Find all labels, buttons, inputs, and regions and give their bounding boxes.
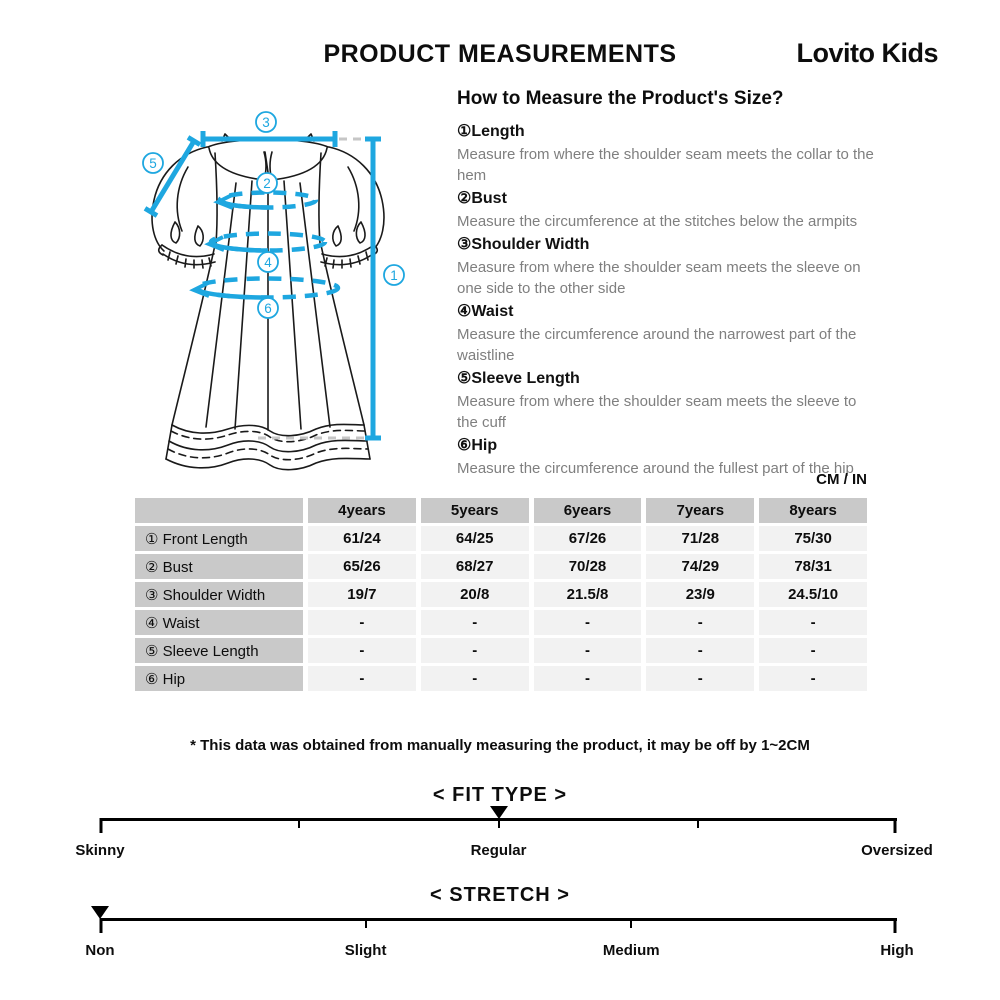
brand-logo: Lovito Kids — [796, 38, 938, 68]
measurement-value: - — [759, 666, 867, 691]
measurement-value: - — [421, 666, 529, 691]
measurement-value: - — [646, 610, 754, 635]
scale-line — [100, 918, 897, 921]
scale-tick — [697, 818, 699, 828]
measurement-value: - — [759, 638, 867, 663]
item-number: ④ — [457, 303, 472, 320]
item-number: ① — [457, 123, 472, 140]
item-description: Measure the circumference at the stitches below the armpits — [457, 213, 858, 230]
size-column-header: 8years — [759, 498, 867, 523]
stretch-option-high: High — [880, 942, 914, 959]
measurement-value: 20/8 — [421, 582, 529, 607]
item-label: Hip — [471, 437, 498, 454]
measurement-disclaimer: * This data was obtained from manually measuring the product, it may be off by 1~2CM — [190, 737, 810, 754]
fit-type-marker — [490, 806, 508, 819]
measurement-value: - — [308, 610, 416, 635]
measure-item — [457, 300, 881, 366]
corner-cell — [135, 498, 303, 523]
measurement-value: - — [308, 638, 416, 663]
item-description: Measure the circumference around the narrowest part of the waistline — [457, 326, 857, 364]
table-row — [135, 638, 867, 663]
stretch-labels — [85, 942, 914, 962]
measurement-value: 24.5/10 — [759, 582, 867, 607]
measurement-value: 74/29 — [646, 554, 754, 579]
units-label: CM / IN — [816, 471, 867, 488]
measurement-value: - — [534, 638, 642, 663]
measure-item — [457, 367, 881, 433]
dress-measurement-diagram — [118, 95, 420, 477]
row-label: ⑥ Hip — [135, 666, 303, 691]
page-title: PRODUCT MEASUREMENTS — [323, 40, 677, 68]
stretch-option-medium: Medium — [602, 942, 660, 959]
scale-tick — [100, 918, 103, 933]
size-column-header: 7years — [646, 498, 754, 523]
measurement-value: 71/28 — [646, 526, 754, 551]
item-label: Length — [471, 123, 525, 140]
row-label: ④ Waist — [135, 610, 303, 635]
measurement-value: 67/26 — [534, 526, 642, 551]
measure-item — [457, 120, 881, 186]
measurement-value: 70/28 — [534, 554, 642, 579]
measurement-value: 64/25 — [421, 526, 529, 551]
size-table-header-row — [135, 498, 867, 523]
stretch-option-slight: Slight — [344, 942, 387, 959]
item-description: Measure from where the shoulder seam meets the sleeve on one side to the other side — [457, 259, 861, 297]
measurement-value: 19/7 — [308, 582, 416, 607]
measurement-value: 21.5/8 — [534, 582, 642, 607]
fit-option-skinny: Skinny — [75, 842, 125, 859]
size-column-header: 5years — [421, 498, 529, 523]
item-number: ⑥ — [457, 437, 472, 454]
table-row — [135, 554, 867, 579]
callout-2: 2 — [263, 176, 271, 191]
callout-1: 1 — [390, 268, 398, 283]
stretch-option-non: Non — [85, 942, 115, 959]
item-number: ⑤ — [457, 370, 472, 387]
scale-tick — [894, 818, 897, 833]
measurement-value: - — [534, 610, 642, 635]
item-label: Bust — [471, 190, 507, 207]
measurement-value: - — [534, 666, 642, 691]
measurement-value: 68/27 — [421, 554, 529, 579]
size-column-header: 4years — [308, 498, 416, 523]
item-label: Sleeve Length — [471, 370, 580, 387]
fit-type-scale — [100, 818, 897, 834]
callout-bubbles — [143, 112, 404, 318]
how-to-measure-section — [457, 88, 881, 480]
item-label: Shoulder Width — [471, 236, 590, 253]
how-to-heading: How to Measure the Product's Size? — [457, 88, 784, 109]
table-row — [135, 582, 867, 607]
scale-tick — [298, 818, 300, 828]
stretch-marker — [91, 906, 109, 919]
measurement-value: - — [759, 610, 867, 635]
fit-type-labels — [75, 842, 933, 862]
stretch-heading: < STRETCH > — [430, 884, 570, 906]
callout-3: 3 — [262, 115, 270, 130]
table-row — [135, 526, 867, 551]
row-label: ① Front Length — [135, 526, 303, 551]
scale-tick — [100, 818, 103, 833]
measurement-value: - — [646, 638, 754, 663]
measurement-value: - — [308, 666, 416, 691]
callout-4: 4 — [264, 255, 272, 270]
scale-tick — [498, 818, 500, 828]
row-label: ⑤ Sleeve Length — [135, 638, 303, 663]
stretch-scale — [100, 918, 897, 934]
scale-tick — [630, 918, 632, 928]
size-column-header: 6years — [534, 498, 642, 523]
item-number: ② — [457, 190, 472, 207]
fit-option-regular: Regular — [470, 842, 527, 859]
measure-item — [457, 233, 881, 299]
measurement-value: 75/30 — [759, 526, 867, 551]
measurement-value: - — [421, 638, 529, 663]
scale-tick — [894, 918, 897, 933]
item-description: Measure from where the shoulder seam meets the sleeve to the cuff — [457, 393, 857, 431]
measurement-value: 78/31 — [759, 554, 867, 579]
item-description: Measure from where the shoulder seam meets the collar to the hem — [457, 146, 874, 184]
callout-6: 6 — [264, 301, 272, 316]
item-description: Measure the circumference around the fullest part of the hip — [457, 460, 854, 477]
fit-option-oversized: Oversized — [861, 842, 933, 859]
measurement-value: - — [646, 666, 754, 691]
row-label: ③ Shoulder Width — [135, 582, 303, 607]
size-table — [130, 495, 872, 694]
measure-item — [457, 187, 881, 232]
item-number: ③ — [457, 236, 472, 253]
measurement-value: - — [421, 610, 529, 635]
measurement-value: 61/24 — [308, 526, 416, 551]
row-label: ② Bust — [135, 554, 303, 579]
measurement-value: 65/26 — [308, 554, 416, 579]
table-row — [135, 666, 867, 691]
measurement-value: 23/9 — [646, 582, 754, 607]
fit-type-heading: < FIT TYPE > — [432, 784, 568, 806]
table-row — [135, 610, 867, 635]
item-label: Waist — [471, 303, 514, 320]
scale-tick — [365, 918, 367, 928]
callout-5: 5 — [149, 156, 157, 171]
